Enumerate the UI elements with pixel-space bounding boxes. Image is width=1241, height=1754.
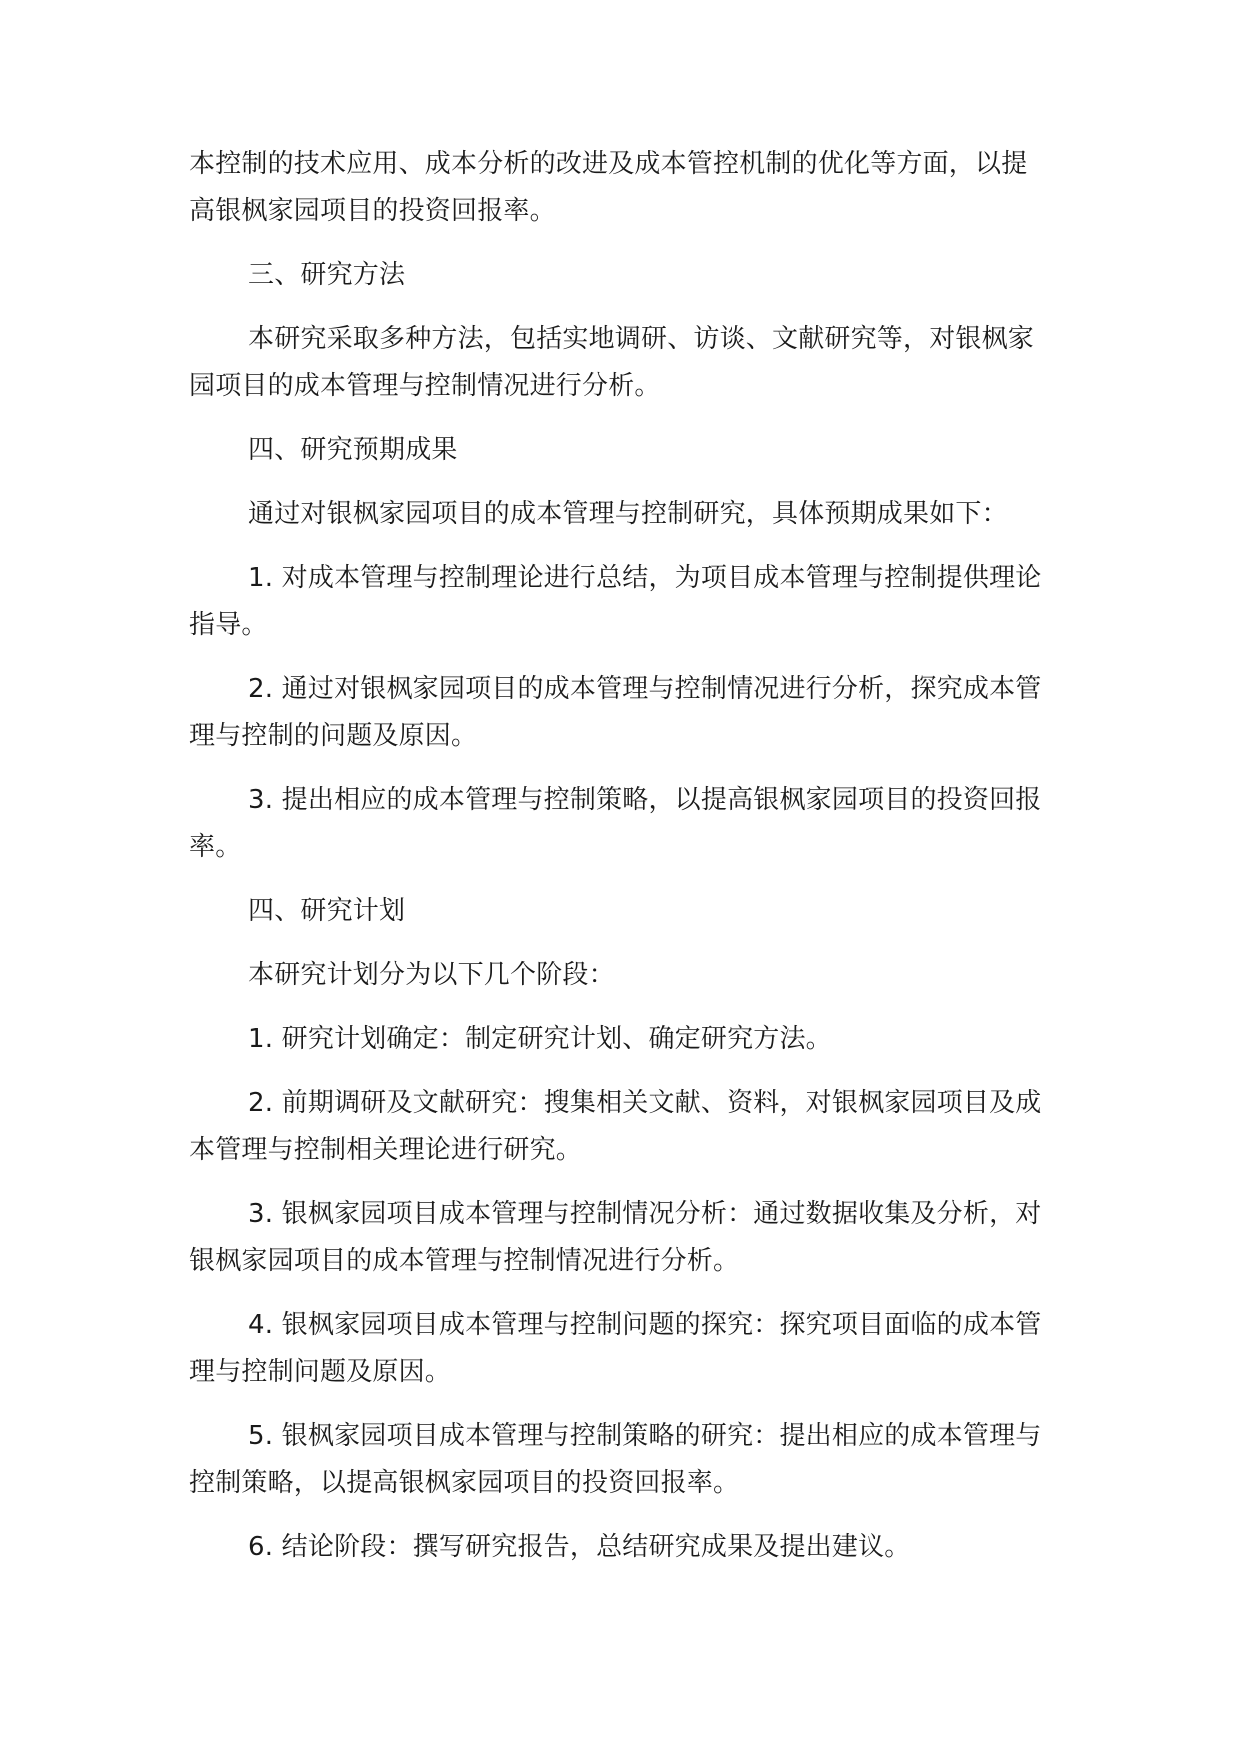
list-item: 6. 结论阶段：撰写研究报告，总结研究成果及提出建议。 <box>248 1532 911 1562</box>
section-heading-expected-results: 四、研究预期成果 <box>248 435 458 465</box>
body-paragraph: 通过对银枫家园项目的成本管理与控制研究，具体预期成果如下： <box>248 499 1008 529</box>
list-item: 5. 银枫家园项目成本管理与控制策略的研究：提出相应的成本管理与控制策略，以提高银枫家园项目的投资回报率。 <box>189 1421 1042 1498</box>
list-item: 3. 提出相应的成本管理与控制策略，以提高银枫家园项目的投资回报率。 <box>189 785 1042 862</box>
body-paragraph: 本研究采取多种方法，包括实地调研、访谈、文献研究等，对银枫家园项目的成本管理与控制情况进行分析。 <box>189 324 1035 401</box>
list-item: 3. 银枫家园项目成本管理与控制情况分析：通过数据收集及分析，对银枫家园项目的成本管理与控制情况进行分析。 <box>189 1199 1042 1276</box>
body-paragraph: 本控制的技术应用、成本分析的改进及成本管控机制的优化等方面，以提高银枫家园项目的投资回报率。 <box>189 149 1028 226</box>
list-item: 1. 研究计划确定：制定研究计划、确定研究方法。 <box>248 1024 832 1054</box>
list-item: 2. 前期调研及文献研究：搜集相关文献、资料，对银枫家园项目及成本管理与控制相关理论进行研究。 <box>189 1088 1042 1165</box>
body-paragraph: 本研究计划分为以下几个阶段： <box>248 960 615 990</box>
list-item: 2. 通过对银枫家园项目的成本管理与控制情况进行分析，探究成本管理与控制的问题及原因。 <box>189 674 1042 751</box>
document-page <box>189 141 1047 1571</box>
list-item: 1. 对成本管理与控制理论进行总结，为项目成本管理与控制提供理论指导。 <box>189 563 1042 640</box>
section-heading-research-plan: 四、研究计划 <box>248 896 406 926</box>
list-item: 4. 银枫家园项目成本管理与控制问题的探究：探究项目面临的成本管理与控制问题及原因。 <box>189 1310 1042 1387</box>
section-heading-methods: 三、研究方法 <box>248 260 406 290</box>
